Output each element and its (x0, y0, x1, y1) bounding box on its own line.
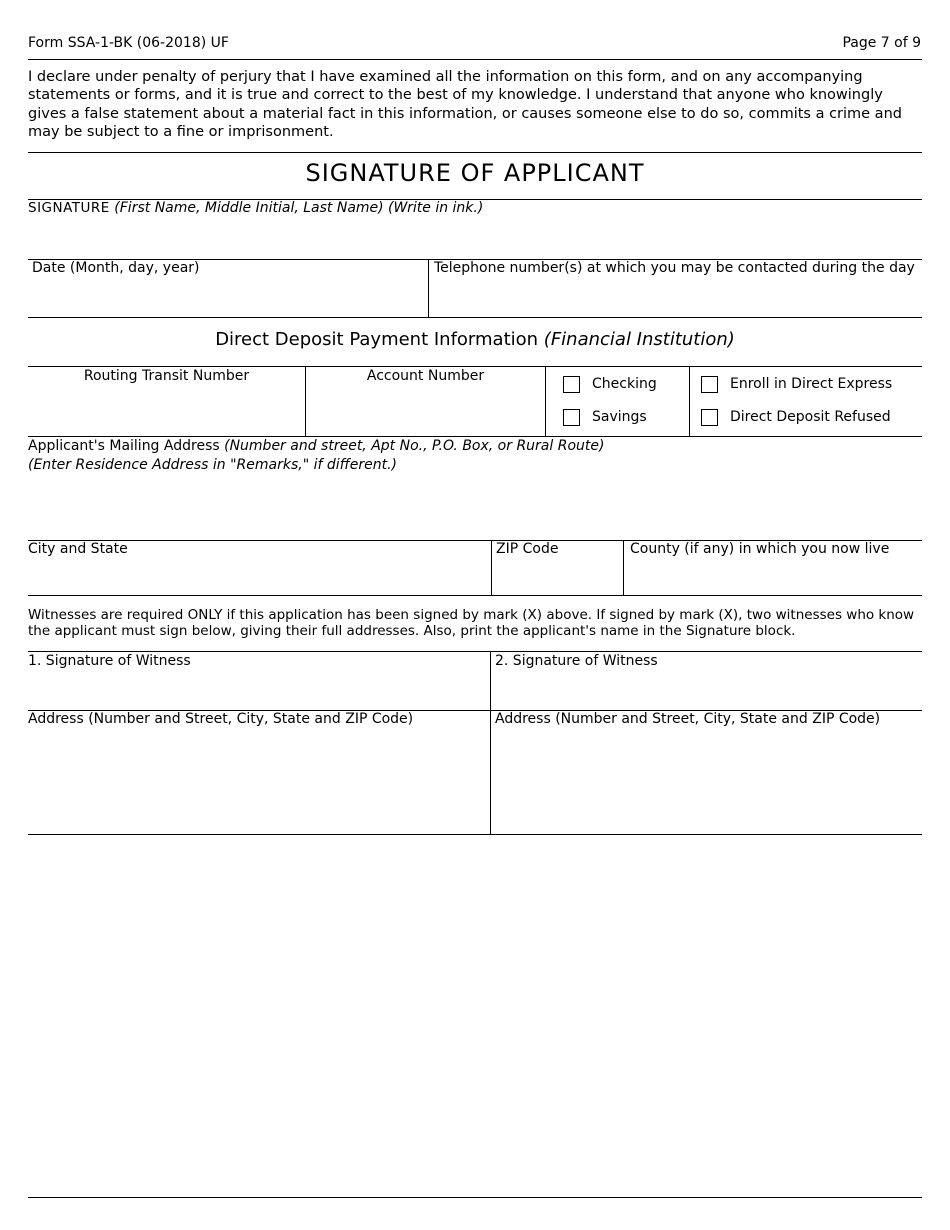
direct-deposit-title (28, 329, 922, 351)
header-divider (28, 59, 922, 60)
date-field[interactable] (32, 260, 424, 316)
date-row-bottom-rule (28, 317, 922, 318)
footer-rule (28, 1197, 922, 1198)
witness1-signature-label: 1. Signature of Witness (28, 653, 191, 669)
mailing-address-field[interactable] (28, 438, 922, 538)
witness2-address-label: Address (Number and Street, City, State and ZIP Code) (495, 711, 881, 727)
county-field[interactable] (630, 541, 922, 594)
city-row-bottom-rule (28, 595, 922, 596)
witness2-signature-field[interactable] (495, 653, 922, 709)
residence-address-hint: (Enter Residence Address in "Remarks," if different.) (28, 457, 398, 473)
mailing-address-label-line (28, 438, 922, 455)
routing-number-field[interactable] (28, 368, 305, 434)
deposit-divider-2 (545, 366, 546, 436)
witness1-signature-field[interactable] (28, 653, 486, 709)
checking-checkbox[interactable] (563, 376, 580, 393)
direct-express-label: Enroll in Direct Express (730, 376, 893, 392)
account-number-label: Account Number (366, 368, 485, 384)
mailing-address-hint: (Number and street, Apt No., P.O. Box, or Rural Route) (224, 438, 605, 454)
witness-row-top-rule (28, 651, 922, 652)
direct-deposit-title-suffix: (Financial Institution) (543, 329, 735, 350)
witness-note: Witnesses are required ONLY if this application has been signed by mark (X) above. If signed by mark (X), two witnesses who know the applicant must sign below, giving their full addresses. Also, print the applicant's name in the Signature block. (28, 607, 915, 639)
signature-section-title: SIGNATURE OF APPLICANT (305, 159, 645, 187)
savings-label: Savings (592, 409, 647, 425)
telephone-field[interactable] (434, 260, 922, 316)
witness1-address-field[interactable] (28, 711, 486, 832)
witness2-address-field[interactable] (495, 711, 922, 832)
signature-field[interactable] (28, 200, 922, 258)
witness-column-divider (490, 651, 491, 834)
zip-code-label: ZIP Code (496, 541, 559, 557)
deposit-divider-3 (689, 366, 690, 436)
account-number-field[interactable] (306, 368, 545, 434)
checking-label: Checking (592, 376, 657, 392)
direct-express-checkbox[interactable] (701, 376, 718, 393)
date-label: Date (Month, day, year) (32, 260, 200, 276)
city-state-label: City and State (28, 541, 128, 557)
county-label: County (if any) in which you now live (630, 541, 890, 557)
zip-code-field[interactable] (496, 541, 620, 594)
date-phone-divider (428, 259, 429, 317)
signature-title-top-rule (28, 152, 922, 153)
savings-checkbox[interactable] (563, 409, 580, 426)
witness2-signature-label: 2. Signature of Witness (495, 653, 658, 669)
deposit-row-top-rule (28, 366, 922, 367)
zip-county-divider (623, 540, 624, 595)
city-zip-divider (491, 540, 492, 595)
witness-row-bottom-rule (28, 834, 922, 835)
deposit-refused-checkbox[interactable] (701, 409, 718, 426)
page-number: Page 7 of 9 (842, 35, 921, 51)
deposit-row-bottom-rule (28, 436, 922, 437)
signature-label: SIGNATURE (28, 200, 110, 216)
witness1-address-label: Address (Number and Street, City, State and ZIP Code) (28, 711, 414, 727)
signature-hint: (First Name, Middle Initial, Last Name) (Write in ink.) (114, 200, 484, 216)
deposit-refused-label: Direct Deposit Refused (730, 409, 891, 425)
direct-deposit-title-text: Direct Deposit Payment Information (215, 329, 539, 350)
routing-number-label: Routing Transit Number (83, 368, 250, 384)
city-state-field[interactable] (28, 541, 488, 594)
mailing-address-label: Applicant's Mailing Address (28, 438, 220, 454)
telephone-label: Telephone number(s) at which you may be contacted during the day (434, 260, 915, 276)
form-id: Form SSA-1-BK (06-2018) UF (28, 35, 229, 51)
declaration-text: I declare under penalty of perjury that I have examined all the information on this form, and on any accompanying statements or forms, and it is true and correct to the best of my knowledge. I understand that anyone who knowingly gives a false statement about a material fact in this information, or causes someone else to do so, commits a crime and may be subject to a fine or imprisonment. (28, 69, 902, 140)
